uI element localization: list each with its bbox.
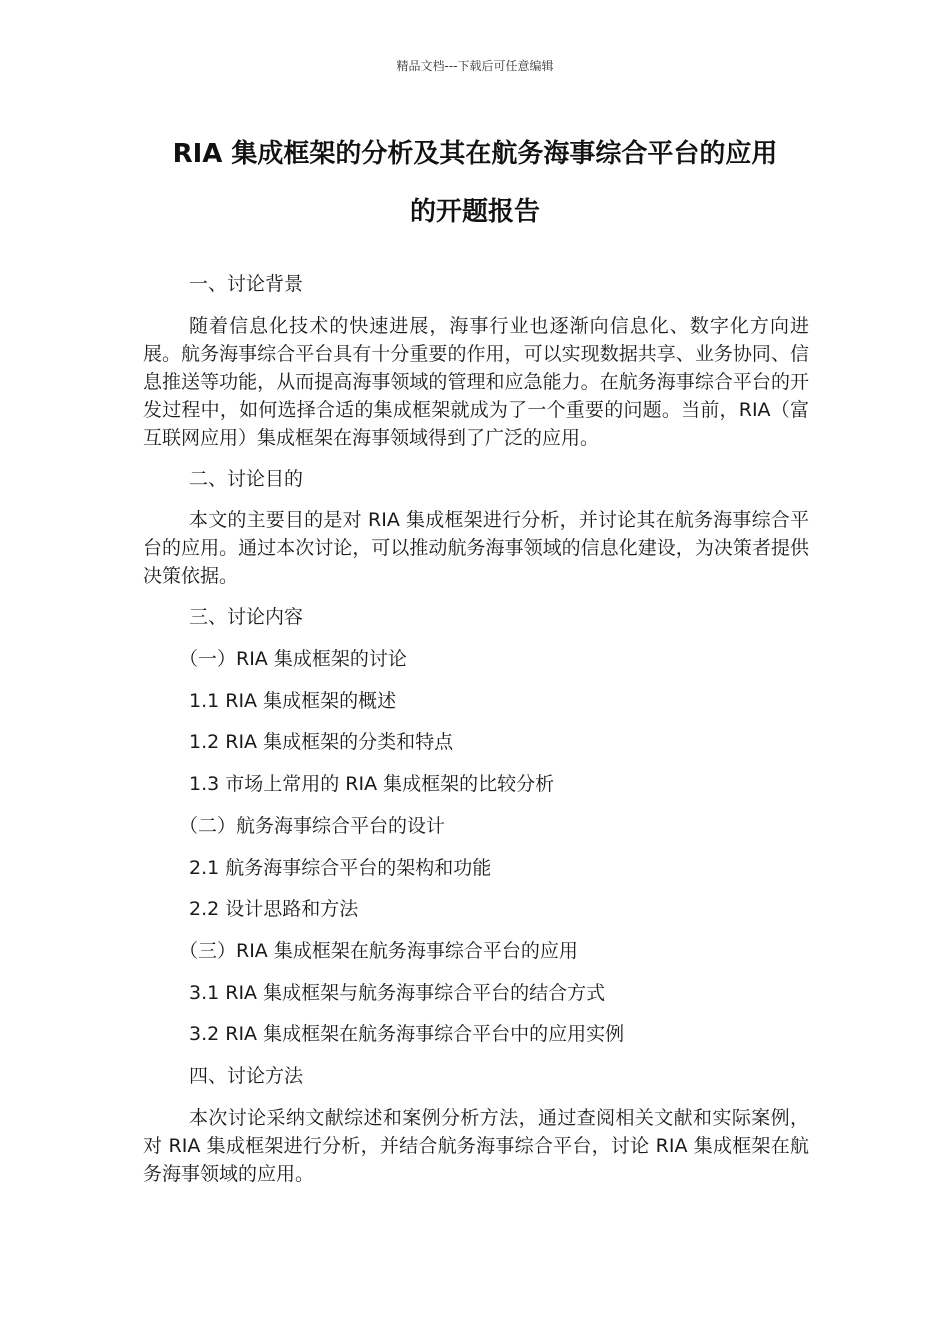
subsection-heading-application: （三）RIA 集成框架在航务海事综合平台的应用 [179, 939, 578, 962]
outline-item-3-1: 3.1 RIA 集成框架与航务海事综合平台的结合方式 [189, 981, 606, 1004]
section-heading-content: 三、讨论内容 [189, 606, 304, 629]
subsection-heading-ria-framework: （一）RIA 集成框架的讨论 [179, 648, 407, 671]
outline-item-1-1: 1.1 RIA 集成框架的概述 [189, 689, 397, 712]
section-heading-background: 一、讨论背景 [189, 273, 304, 295]
paragraph-method: 本次讨论采纳文献综述和案例分析方法，通过查阅相关文献和实际案例，对 RIA 集成框架进行分析，并结合航务海事综合平台，讨论 RIA 集成框架在航务海事领域的应用。 [143, 1106, 809, 1185]
subsection-heading-platform-design: （二）航务海事综合平台的设计 [179, 814, 446, 837]
document-body [143, 270, 809, 1201]
outline-item-1-2: 1.2 RIA 集成框架的分类和特点 [189, 731, 454, 754]
page-header-note: 精品文档---下载后可任意编辑 [396, 59, 554, 73]
outline-item-1-3: 1.3 市场上常用的 RIA 集成框架的比较分析 [189, 773, 555, 796]
paragraph-purpose: 本文的主要目的是对 RIA 集成框架进行分析，并讨论其在航务海事综合平台的应用。通过本次讨论，可以推动航务海事领域的信息化建设，为决策者提供决策依据。 [143, 509, 809, 588]
outline-item-2-2: 2.2 设计思路和方法 [189, 898, 359, 921]
paragraph-background: 随着信息化技术的快速进展，海事行业也逐渐向信息化、数字化方向进展。航务海事综合平台具有十分重要的作用，可以实现数据共享、业务协同、信息推送等功能，从而提高海事领域的管理和应急能力。在航务海事综合平台的开发过程中，如何选择合适的集成框架就成为了一个重要的问题。当前，RIA（富互联网应用）集成框架在海事领域得到了广泛的应用。 [143, 314, 809, 449]
title-line-1: RIA 集成框架的分析及其在航务海事综合平台的应用 [172, 139, 778, 169]
outline-item-2-1: 2.1 航务海事综合平台的架构和功能 [189, 856, 492, 879]
document-title [140, 125, 810, 241]
section-heading-purpose: 二、讨论目的 [189, 467, 304, 490]
section-heading-method: 四、讨论方法 [189, 1064, 304, 1087]
title-line-2: 的开题报告 [409, 197, 540, 227]
outline-item-3-2: 3.2 RIA 集成框架在航务海事综合平台中的应用实例 [189, 1023, 625, 1046]
